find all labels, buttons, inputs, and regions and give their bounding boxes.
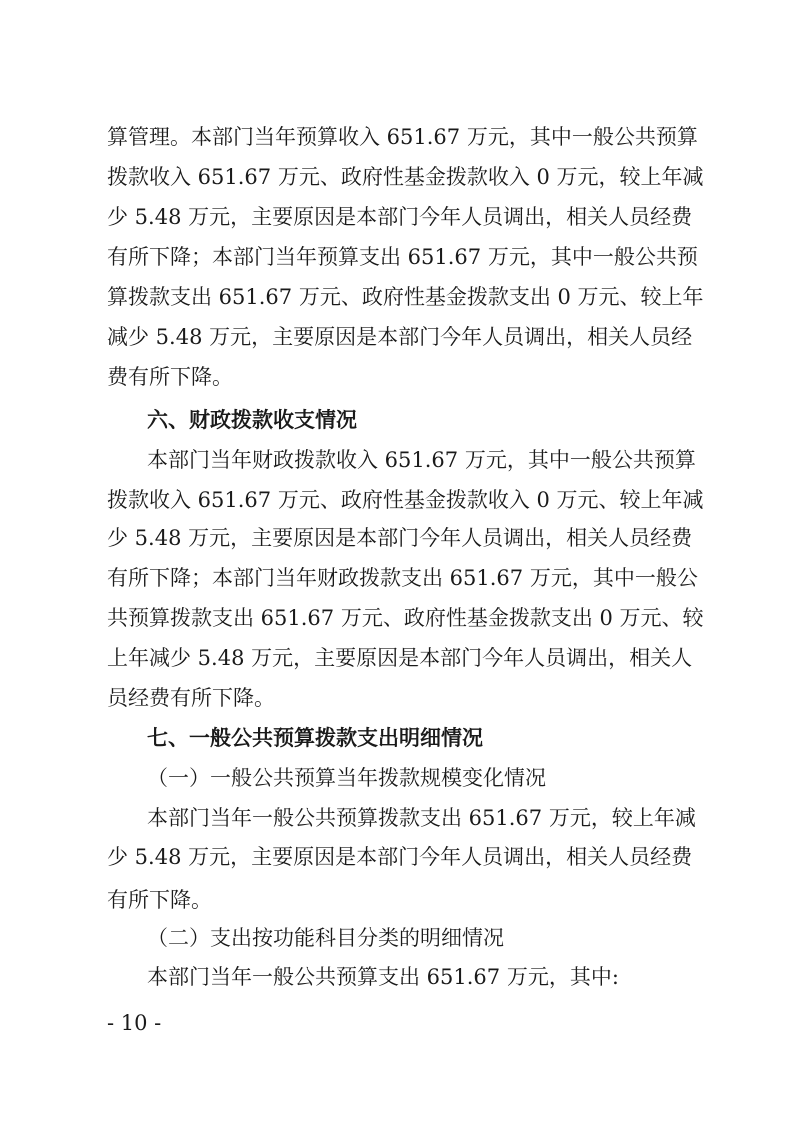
paragraph-line: 拨款收入 651.67 万元、政府性基金拨款收入 0 万元，较上年减 xyxy=(107,165,704,189)
paragraph-line: 上年减少 5.48 万元，主要原因是本部门今年人员调出，相关人 xyxy=(107,646,693,670)
paragraph-line: 本部门当年财政拨款收入 651.67 万元，其中一般公共预算 xyxy=(147,448,696,472)
paragraph-line: 少 5.48 万元，主要原因是本部门今年人员调出，相关人员经费 xyxy=(107,526,693,550)
paragraph-line: 有所下降；本部门当年预算支出 651.67 万元，其中一般公共预 xyxy=(107,245,698,269)
page-number: - 10 - xyxy=(107,1011,162,1035)
paragraph-line: 减少 5.48 万元，主要原因是本部门今年人员调出，相关人员经 xyxy=(107,325,693,349)
paragraph-line: 算拨款支出 651.67 万元、政府性基金拨款支出 0 万元、较上年 xyxy=(107,285,704,309)
section-heading: 六、财政拨款收支情况 xyxy=(147,408,357,432)
section-heading: 七、一般公共预算拨款支出明细情况 xyxy=(147,726,483,750)
paragraph-line: 员经费有所下降。 xyxy=(107,686,275,710)
paragraph-line: 共预算拨款支出 651.67 万元、政府性基金拨款支出 0 万元、较 xyxy=(107,606,704,630)
paragraph-line: 少 5.48 万元，主要原因是本部门今年人员调出，相关人员经费 xyxy=(107,205,693,229)
paragraph-line: 本部门当年一般公共预算支出 651.67 万元，其中: xyxy=(147,965,619,989)
subsection-heading: （一）一般公共预算当年拨款规模变化情况 xyxy=(147,766,546,790)
paragraph-line: 本部门当年一般公共预算拨款支出 651.67 万元，较上年减 xyxy=(147,806,696,830)
paragraph-line: 少 5.48 万元，主要原因是本部门今年人员调出，相关人员经费 xyxy=(107,845,693,869)
subsection-heading: （二）支出按功能科目分类的明细情况 xyxy=(147,926,504,950)
paragraph-line: 算管理。本部门当年预算收入 651.67 万元，其中一般公共预算 xyxy=(107,125,698,149)
paragraph-line: 有所下降；本部门当年财政拨款支出 651.67 万元，其中一般公 xyxy=(107,566,698,590)
paragraph-line: 拨款收入 651.67 万元、政府性基金拨款收入 0 万元、较上年减 xyxy=(107,488,704,512)
paragraph-line: 费有所下降。 xyxy=(107,365,233,389)
paragraph-line: 有所下降。 xyxy=(107,888,212,912)
